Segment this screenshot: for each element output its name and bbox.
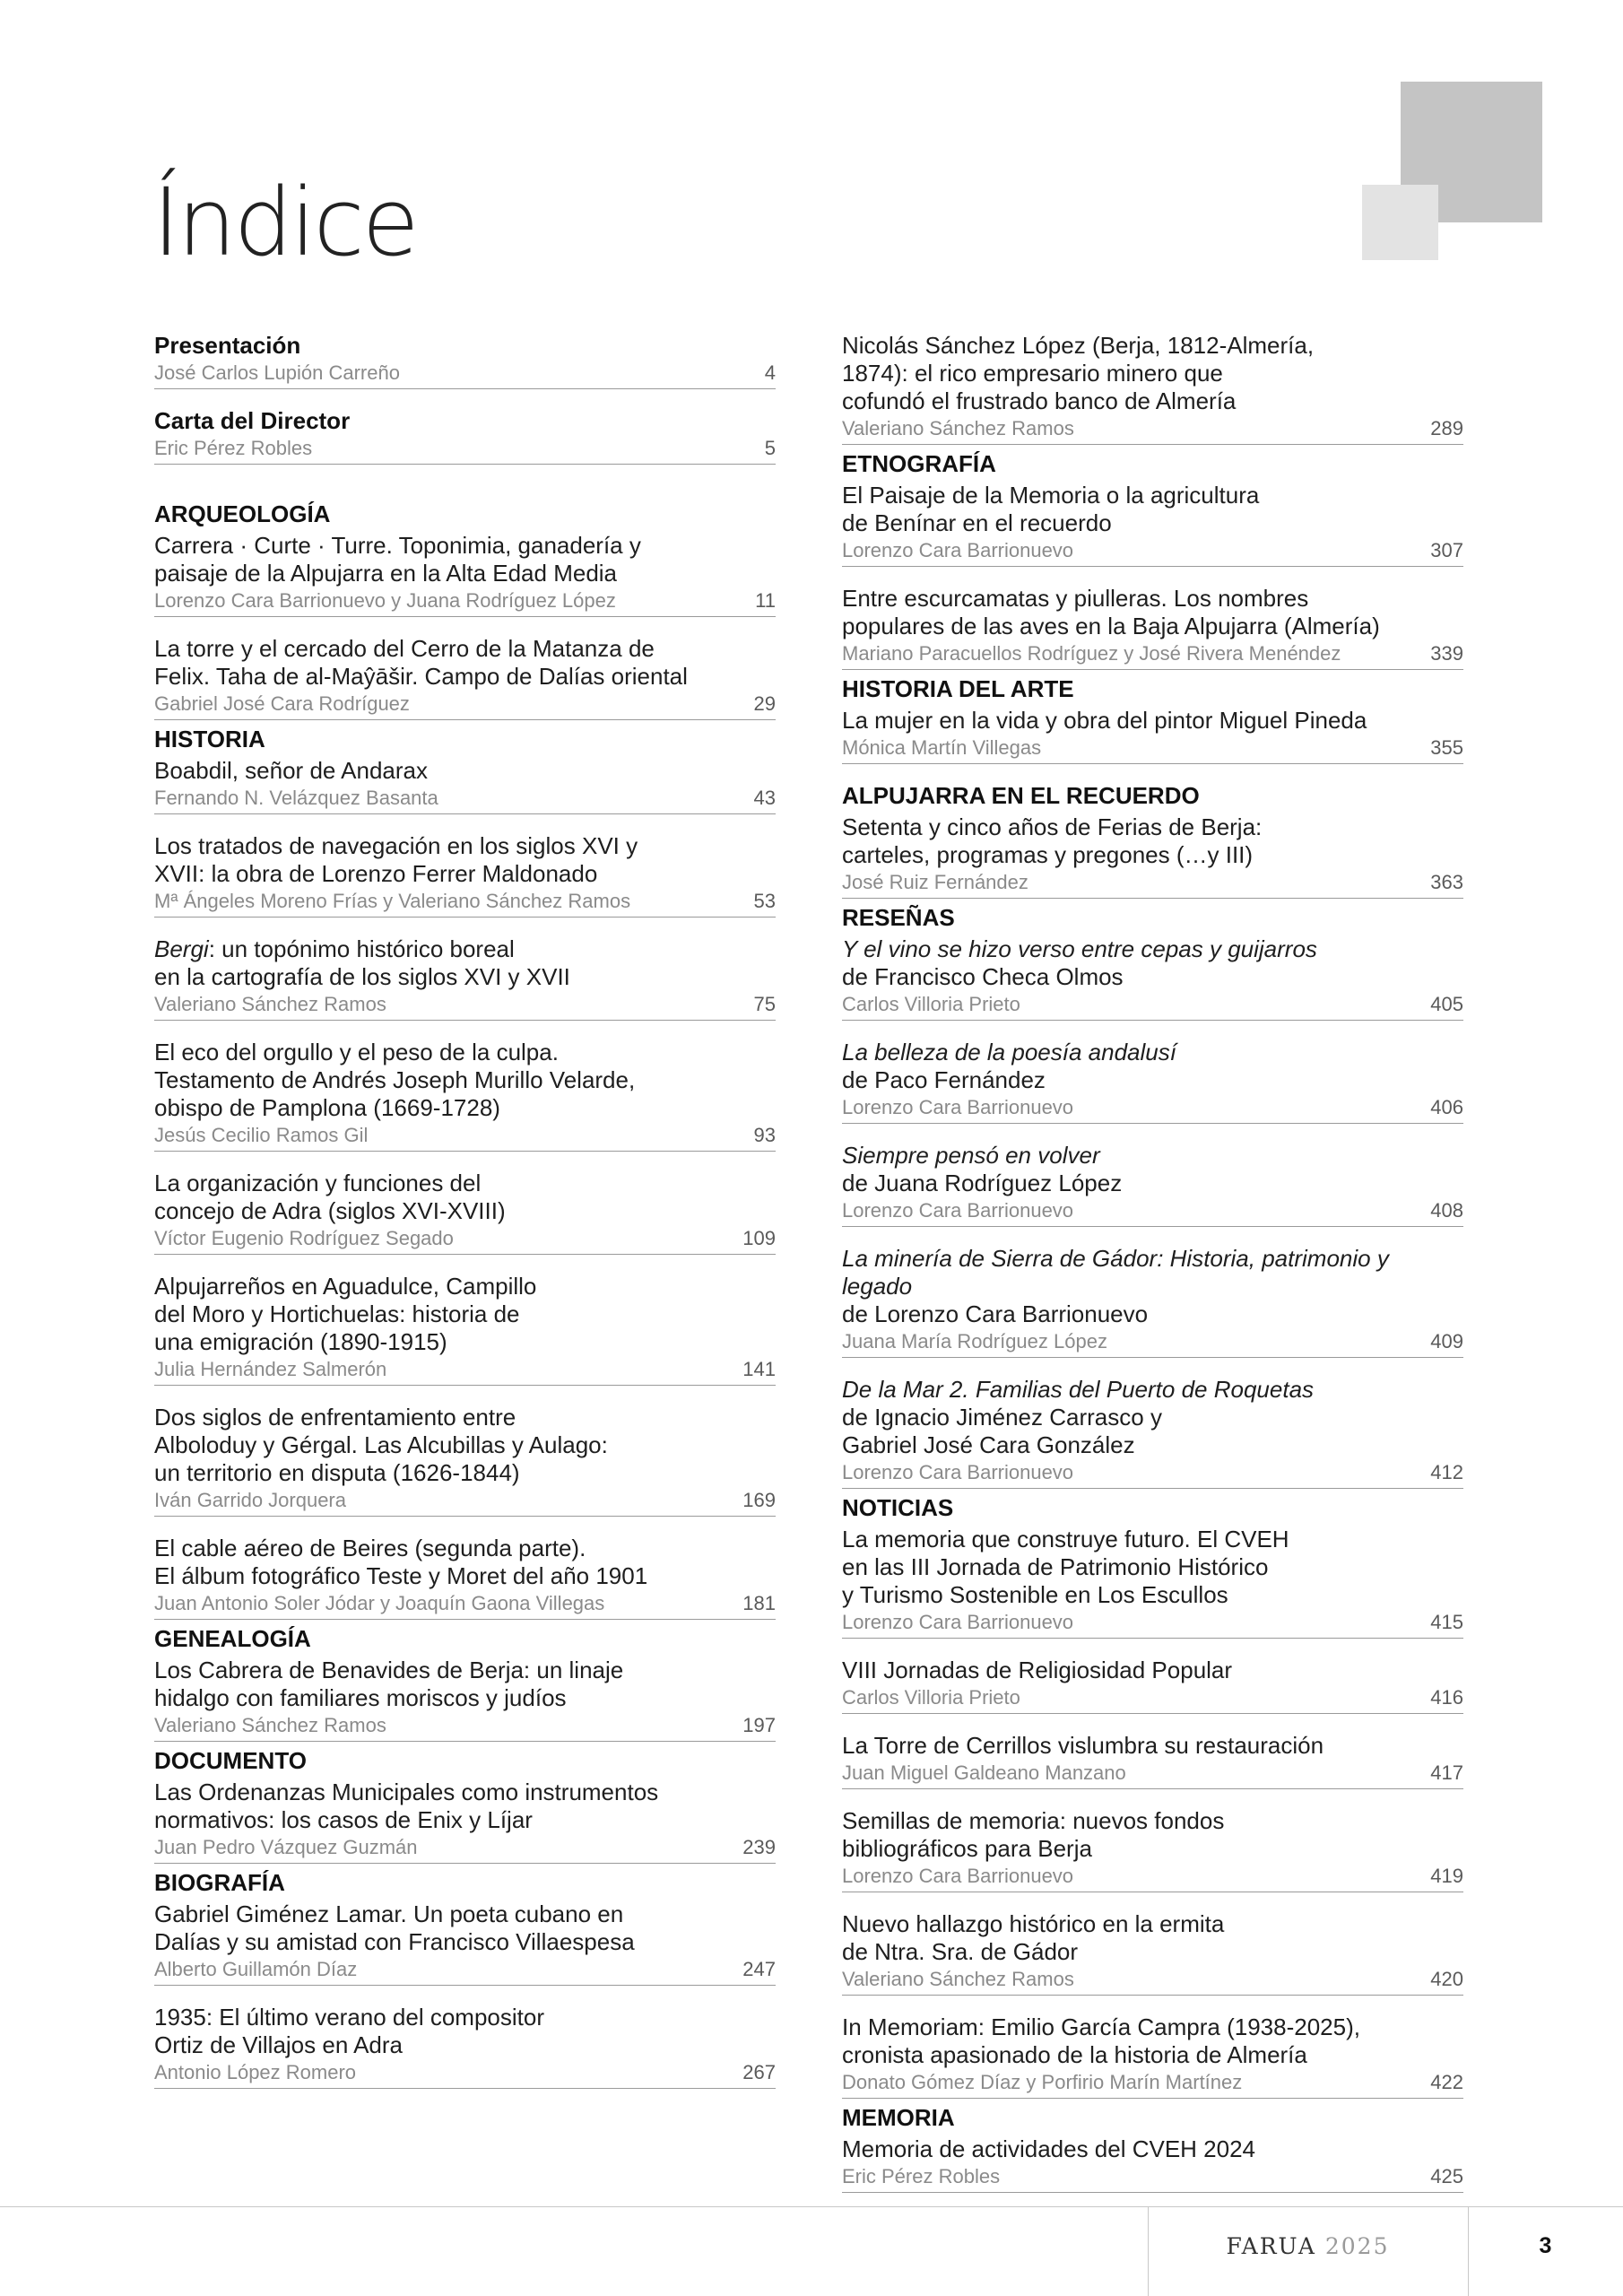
entry-page-number: 307: [1430, 539, 1463, 561]
entry-author: Jesús Cecilio Ramos Gil: [154, 1124, 369, 1146]
toc-entry[interactable]: [154, 1653, 776, 1742]
entry-title: [842, 1526, 1463, 1609]
entry-title-line: carteles, programas y pregones (…y III): [842, 841, 1254, 868]
decorative-square-small: [1362, 185, 1438, 260]
entry-title-line: El álbum fotográfico Teste y Moret del año 1901: [154, 1562, 648, 1589]
entry-page-number: 408: [1430, 1199, 1463, 1222]
entry-title-line: de Lorenzo Cara Barrionuevo: [842, 1300, 1149, 1327]
entry-title: [842, 1657, 1463, 1684]
entry-title: [154, 757, 776, 785]
toc-entry[interactable]: [842, 2010, 1463, 2099]
section-heading: GENEALOGÍA: [154, 1625, 311, 1652]
entry-meta: [842, 1967, 1463, 1991]
entry-title-line: un territorio en disputa (1626-1844): [154, 1459, 520, 1486]
entry-page-number: 5: [764, 437, 776, 459]
toc-entry[interactable]: [154, 1035, 776, 1152]
entry-title: [842, 1039, 1463, 1094]
entry-author: Eric Pérez Robles: [154, 437, 313, 459]
entry-author: Lorenzo Cara Barrionuevo: [842, 1096, 1074, 1118]
entry-page-number: 169: [742, 1489, 776, 1511]
entry-title-line: Boabdil, señor de Andarax: [154, 757, 428, 784]
entry-title: [842, 2013, 1463, 2069]
toc-entry[interactable]: [842, 1728, 1463, 1789]
entry-meta: [154, 1357, 776, 1381]
footer-brand: FARUA: [1226, 2233, 1316, 2259]
entry-author: Eric Pérez Robles: [842, 2165, 1001, 2187]
toc-entry[interactable]: [842, 1907, 1463, 1996]
entry-title: [842, 332, 1463, 415]
entry-author: Mariano Paracuellos Rodríguez y José Rivera Menéndez: [842, 642, 1341, 665]
entry-title-line: Nicolás Sánchez López (Berja, 1812-Almería,: [842, 332, 1315, 359]
section-heading: HISTORIA DEL ARTE: [842, 675, 1074, 702]
entry-meta: [842, 416, 1463, 440]
entry-title: [154, 532, 776, 587]
entry-title-line: XVII: la obra de Lorenzo Ferrer Maldonado: [154, 860, 598, 887]
entry-author: Antonio López Romero: [154, 2061, 357, 2083]
entry-author: Valeriano Sánchez Ramos: [842, 1968, 1074, 1990]
entry-title: [842, 1732, 1463, 1760]
entry-title-line: VIII Jornadas de Religiosidad Popular: [842, 1657, 1233, 1683]
entry-title: [842, 1910, 1463, 1966]
entry-title-line: hidalgo con familiares moriscos y judíos: [154, 1684, 567, 1711]
entry-page-number: 75: [753, 993, 776, 1015]
entry-title: [842, 1245, 1463, 1328]
toc-entry[interactable]: [842, 1522, 1463, 1639]
entry-meta: [842, 538, 1463, 562]
section-heading: ARQUEOLOGÍA: [154, 500, 331, 527]
entry-title-line: Setenta y cinco años de Ferias de Berja:: [842, 813, 1263, 840]
entry-page-number: 109: [742, 1227, 776, 1249]
toc-entry[interactable]: [154, 528, 776, 617]
entry-title-line: concejo de Adra (siglos XVI-XVIII): [154, 1197, 506, 1224]
entry-title-line: del Moro y Hortichuelas: historia de: [154, 1300, 520, 1327]
toc-entry[interactable]: [842, 2132, 1463, 2193]
entry-title: [154, 1779, 776, 1834]
entry-title-line: Las Ordenanzas Municipales como instrumentos: [154, 1779, 659, 1805]
footer-year: 2025: [1324, 2233, 1390, 2259]
section-heading: BIOGRAFÍA: [154, 1869, 285, 1896]
entry-page-number: 363: [1430, 871, 1463, 893]
entry-page-number: 141: [742, 1358, 776, 1380]
entry-title: [842, 813, 1463, 869]
entry-title-text: : un topónimo histórico boreal: [208, 935, 515, 962]
entry-title: [154, 1170, 776, 1225]
toc-entry[interactable]: [842, 1138, 1463, 1227]
entry-page-number: 247: [742, 1958, 776, 1980]
entry-title: [154, 1273, 776, 1356]
entry-title: [154, 1039, 776, 1122]
entry-page-number: 409: [1430, 1330, 1463, 1352]
entry-title-line: Dos siglos de enfrentamiento entre: [154, 1404, 516, 1431]
entry-title-line: de Paco Fernández: [842, 1066, 1046, 1093]
entry-page-number: 425: [1430, 2165, 1463, 2187]
entry-title-line: Semillas de memoria: nuevos fondos: [842, 1807, 1225, 1834]
entry-title-line: Memoria de actividades del CVEH 2024: [842, 2135, 1256, 2162]
entry-page-number: 415: [1430, 1611, 1463, 1633]
entry-title: [154, 2004, 776, 2059]
entry-title-line: obispo de Pamplona (1669-1728): [154, 1094, 500, 1121]
entry-title-line: In Memoriam: Emilio García Campra (1938-2025),: [842, 2013, 1360, 2040]
entry-page-number: 267: [742, 2061, 776, 2083]
entry-title-line: Entre escurcamatas y piulleras. Los nombres: [842, 585, 1309, 612]
entry-author: Carlos Villoria Prieto: [842, 1686, 1020, 1709]
entry-meta: [842, 641, 1463, 665]
entry-title-line: paisaje de la Alpujarra en la Alta Edad Media: [154, 560, 618, 587]
entry-meta: [842, 1864, 1463, 1888]
entry-meta: [842, 1460, 1463, 1484]
entry-meta: [154, 691, 776, 716]
entry-meta: [154, 588, 776, 613]
entry-title-line: De la Mar 2. Familias del Puerto de Roquetas: [842, 1376, 1315, 1403]
toc-entry[interactable]: [842, 1241, 1463, 1358]
entry-author: Juan Miguel Galdeano Manzano: [842, 1761, 1126, 1784]
entry-title-line: La torre y el cercado del Cerro de la Matanza de: [154, 635, 655, 662]
toc-entry[interactable]: [842, 1653, 1463, 1714]
entry-title-line: Ortiz de Villajos en Adra: [154, 2031, 403, 2058]
entry-author: Víctor Eugenio Rodríguez Segado: [154, 1227, 454, 1249]
entry-page-number: 53: [753, 890, 776, 912]
toc-entry[interactable]: [154, 753, 776, 814]
entry-title-line: Carta del Director: [154, 407, 351, 434]
entry-author: Mª Ángeles Moreno Frías y Valeriano Sánchez Ramos: [154, 890, 631, 912]
toc-entry[interactable]: [154, 1775, 776, 1864]
entry-meta: [154, 1835, 776, 1859]
entry-meta: [842, 1685, 1463, 1709]
entry-author: Valeriano Sánchez Ramos: [154, 993, 386, 1015]
entry-title: [842, 1807, 1463, 1863]
entry-title-line: 1935: El último verano del compositor: [154, 2004, 545, 2031]
entry-meta: [154, 2060, 776, 2084]
toc-entry[interactable]: [842, 478, 1463, 567]
entry-title-line: El eco del orgullo y el peso de la culpa.: [154, 1039, 559, 1065]
entry-title: [842, 1376, 1463, 1459]
entry-author: José Carlos Lupión Carreño: [154, 361, 400, 384]
toc-entry[interactable]: [154, 328, 776, 389]
entry-page-number: 93: [753, 1124, 776, 1146]
section-heading: NOTICIAS: [842, 1494, 954, 1521]
section-heading: ALPUJARRA EN EL RECUERDO: [842, 782, 1200, 809]
entry-title-line: bibliográficos para Berja: [842, 1835, 1092, 1862]
entry-page-number: 181: [742, 1592, 776, 1614]
entry-title-line: La organización y funciones del: [154, 1170, 482, 1196]
toc-entry[interactable]: [842, 1035, 1463, 1124]
entry-meta: [842, 1610, 1463, 1634]
entry-title: [842, 482, 1463, 537]
toc-entry[interactable]: [154, 1400, 776, 1517]
entry-author: Lorenzo Cara Barrionuevo: [842, 1199, 1074, 1222]
entry-meta: [842, 1095, 1463, 1119]
entry-meta: [154, 1713, 776, 1737]
entry-title: [154, 635, 776, 691]
entry-title-line: de Ignacio Jiménez Carrasco y: [842, 1404, 1162, 1431]
entry-meta: [154, 889, 776, 913]
toc-entry[interactable]: [154, 1897, 776, 1986]
entry-page-number: 239: [742, 1836, 776, 1858]
toc-entry[interactable]: [842, 581, 1463, 670]
entry-title-line: de Juana Rodríguez López: [842, 1170, 1123, 1196]
entry-title: [154, 832, 776, 888]
entry-page-number: 29: [753, 692, 776, 715]
entry-meta: [154, 361, 776, 385]
entry-author: Julia Hernández Salmerón: [154, 1358, 387, 1380]
entry-title-line: La belleza de la poesía andalusí: [842, 1039, 1176, 1065]
entry-title-line: [154, 935, 776, 963]
entry-title: [154, 1535, 776, 1590]
footer-journal-name: [1148, 2233, 1468, 2259]
toc-entry[interactable]: [842, 932, 1463, 1021]
toc-entry[interactable]: [842, 328, 1463, 445]
entry-title-line: El Paisaje de la Memoria o la agricultura: [842, 482, 1260, 509]
entry-author: Lorenzo Cara Barrionuevo: [842, 539, 1074, 561]
entry-page-number: 422: [1430, 2071, 1463, 2093]
entry-title: [154, 1404, 776, 1487]
entry-page-number: 289: [1430, 417, 1463, 439]
entry-title-line: normativos: los casos de Enix y Líjar: [154, 1806, 533, 1833]
entry-title-line: cronista apasionado de la historia de Almería: [842, 2041, 1307, 2068]
entry-title: [154, 407, 776, 435]
entry-title-line: en las III Jornada de Patrimonio Histórico: [842, 1553, 1269, 1580]
entry-title-line: Testamento de Andrés Joseph Murillo Velarde,: [154, 1066, 636, 1093]
entry-author: José Ruiz Fernández: [842, 871, 1028, 893]
entry-title-line: Nuevo hallazgo histórico en la ermita: [842, 1910, 1225, 1937]
entry-title-line: Y el vino se hizo verso entre cepas y guijarros: [842, 935, 1317, 962]
entry-page-number: 11: [755, 589, 776, 612]
toc-entry[interactable]: [154, 404, 776, 465]
entry-title: [154, 1900, 776, 1956]
toc-entry[interactable]: [154, 631, 776, 720]
entry-title-line: de Ntra. Sra. de Gádor: [842, 1938, 1079, 1965]
entry-author: Carlos Villoria Prieto: [842, 993, 1020, 1015]
entry-title-italic: Bergi: [154, 935, 209, 962]
entry-title-line: La Torre de Cerrillos vislumbra su restauración: [842, 1732, 1324, 1759]
entry-author: Lorenzo Cara Barrionuevo: [842, 1611, 1074, 1633]
entry-title: [154, 935, 776, 991]
entry-author: Lorenzo Cara Barrionuevo: [842, 1461, 1074, 1483]
entry-title: [842, 585, 1463, 640]
entry-title-line: de Francisco Checa Olmos: [842, 963, 1124, 990]
entry-meta: [154, 786, 776, 810]
entry-meta: [842, 870, 1463, 894]
entry-meta: [842, 1198, 1463, 1222]
toc-entry[interactable]: [154, 1531, 776, 1620]
toc-entry[interactable]: [842, 810, 1463, 899]
entry-meta: [154, 436, 776, 460]
entry-title-line: y Turismo Sostenible en Los Escullos: [842, 1581, 1228, 1608]
entry-page-number: 355: [1430, 736, 1463, 759]
entry-title-line: Siempre pensó en volver: [842, 1142, 1100, 1169]
entry-meta: [154, 1226, 776, 1250]
entry-title-line: Alpujarreños en Aguadulce, Campillo: [154, 1273, 537, 1300]
entry-title-line: Felix. Taha de al-Maŷāšir. Campo de Dalías oriental: [154, 663, 688, 690]
entry-title: [842, 707, 1463, 735]
entry-title: [154, 1657, 776, 1712]
entry-page-number: 419: [1430, 1865, 1463, 1887]
entry-title-line: La memoria que construye futuro. El CVEH: [842, 1526, 1289, 1552]
entry-title-line: una emigración (1890-1915): [154, 1328, 447, 1355]
toc-entry[interactable]: [154, 1269, 776, 1386]
entry-page-number: 416: [1430, 1686, 1463, 1709]
entry-page-number: 197: [742, 1714, 776, 1736]
entry-title-line: cofundó el frustrado banco de Almería: [842, 387, 1237, 414]
entry-meta: [842, 1761, 1463, 1785]
entry-title-line: Presentación: [154, 332, 301, 359]
toc-entry[interactable]: [842, 1372, 1463, 1489]
section-heading: DOCUMENTO: [154, 1747, 307, 1774]
entry-meta: [842, 2070, 1463, 2094]
entry-page-number: 339: [1430, 642, 1463, 665]
entry-author: Gabriel José Cara Rodríguez: [154, 692, 410, 715]
section-heading: ETNOGRAFÍA: [842, 450, 996, 477]
entry-author: Donato Gómez Díaz y Porfirio Marín Martínez: [842, 2071, 1243, 2093]
entry-meta: [154, 1488, 776, 1512]
entry-meta: [842, 1329, 1463, 1353]
section-heading: MEMORIA: [842, 2104, 955, 2131]
entry-page-number: 405: [1430, 993, 1463, 1015]
entry-title-line: Gabriel José Cara González: [842, 1431, 1135, 1458]
toc-entry[interactable]: [842, 1804, 1463, 1892]
entry-title: [842, 935, 1463, 991]
entry-meta: [154, 1957, 776, 1981]
section-heading: RESEÑAS: [842, 904, 955, 931]
footer-divider: [0, 2206, 1623, 2207]
entry-title-line: Alboloduy y Gérgal. Las Alcubillas y Aulago:: [154, 1431, 608, 1458]
toc-entry[interactable]: [154, 932, 776, 1021]
entry-page-number: 4: [764, 361, 776, 384]
page-title: Índice: [152, 168, 417, 277]
footer-page-number: 3: [1539, 2233, 1552, 2258]
entry-title-line: en la cartografía de los siglos XVI y XVII: [154, 963, 570, 990]
section-heading: HISTORIA: [154, 726, 265, 752]
entry-author: Lorenzo Cara Barrionuevo y Juana Rodríguez López: [154, 589, 616, 612]
entry-author: Valeriano Sánchez Ramos: [842, 417, 1074, 439]
toc-entry[interactable]: [842, 703, 1463, 764]
toc-column-left: [154, 328, 776, 2103]
toc-entry[interactable]: [154, 1166, 776, 1255]
entry-page-number: 417: [1430, 1761, 1463, 1784]
entry-author: Juan Pedro Vázquez Guzmán: [154, 1836, 418, 1858]
entry-title-line: El cable aéreo de Beires (segunda parte).: [154, 1535, 586, 1561]
entry-author: Mónica Martín Villegas: [842, 736, 1042, 759]
entry-meta: [154, 1591, 776, 1615]
entry-meta: [154, 992, 776, 1016]
entry-page-number: 406: [1430, 1096, 1463, 1118]
entry-author: Juana María Rodríguez López: [842, 1330, 1107, 1352]
entry-author: Valeriano Sánchez Ramos: [154, 1714, 386, 1736]
entry-title-line: La minería de Sierra de Gádor: Historia, patrimonio y legado: [842, 1245, 1389, 1300]
entry-author: Alberto Guillamón Díaz: [154, 1958, 358, 1980]
entry-title-line: Carrera · Curte · Turre. Toponimia, ganadería y: [154, 532, 641, 559]
entry-author: Lorenzo Cara Barrionuevo: [842, 1865, 1074, 1887]
entry-title-line: 1874): el rico empresario minero que: [842, 360, 1223, 387]
toc-column-right: [842, 328, 1463, 2207]
entry-title: [842, 2135, 1463, 2163]
entry-author: Iván Garrido Jorquera: [154, 1489, 346, 1511]
entry-author: Fernando N. Velázquez Basanta: [154, 787, 438, 809]
entry-meta: [842, 992, 1463, 1016]
entry-title-line: La mujer en la vida y obra del pintor Miguel Pineda: [842, 707, 1367, 734]
entry-meta: [842, 2164, 1463, 2188]
entry-title: [154, 332, 776, 360]
entry-author: Juan Antonio Soler Jódar y Joaquín Gaona Villegas: [154, 1592, 605, 1614]
toc-entry[interactable]: [154, 829, 776, 918]
entry-title-line: Dalías y su amistad con Francisco Villaespesa: [154, 1928, 635, 1955]
entry-meta: [842, 735, 1463, 760]
entry-title-line: de Benínar en el recuerdo: [842, 509, 1112, 536]
entry-page-number: 420: [1430, 1968, 1463, 1990]
entry-page-number: 412: [1430, 1461, 1463, 1483]
entry-title-line: Gabriel Giménez Lamar. Un poeta cubano en: [154, 1900, 624, 1927]
toc-entry[interactable]: [154, 2000, 776, 2089]
entry-title-line: populares de las aves en la Baja Alpujarra (Almería): [842, 613, 1380, 639]
entry-title: [842, 1142, 1463, 1197]
entry-title-line: Los Cabrera de Benavides de Berja: un linaje: [154, 1657, 624, 1683]
entry-page-number: 43: [753, 787, 776, 809]
entry-meta: [154, 1123, 776, 1147]
entry-title-line: Los tratados de navegación en los siglos XVI y: [154, 832, 638, 859]
